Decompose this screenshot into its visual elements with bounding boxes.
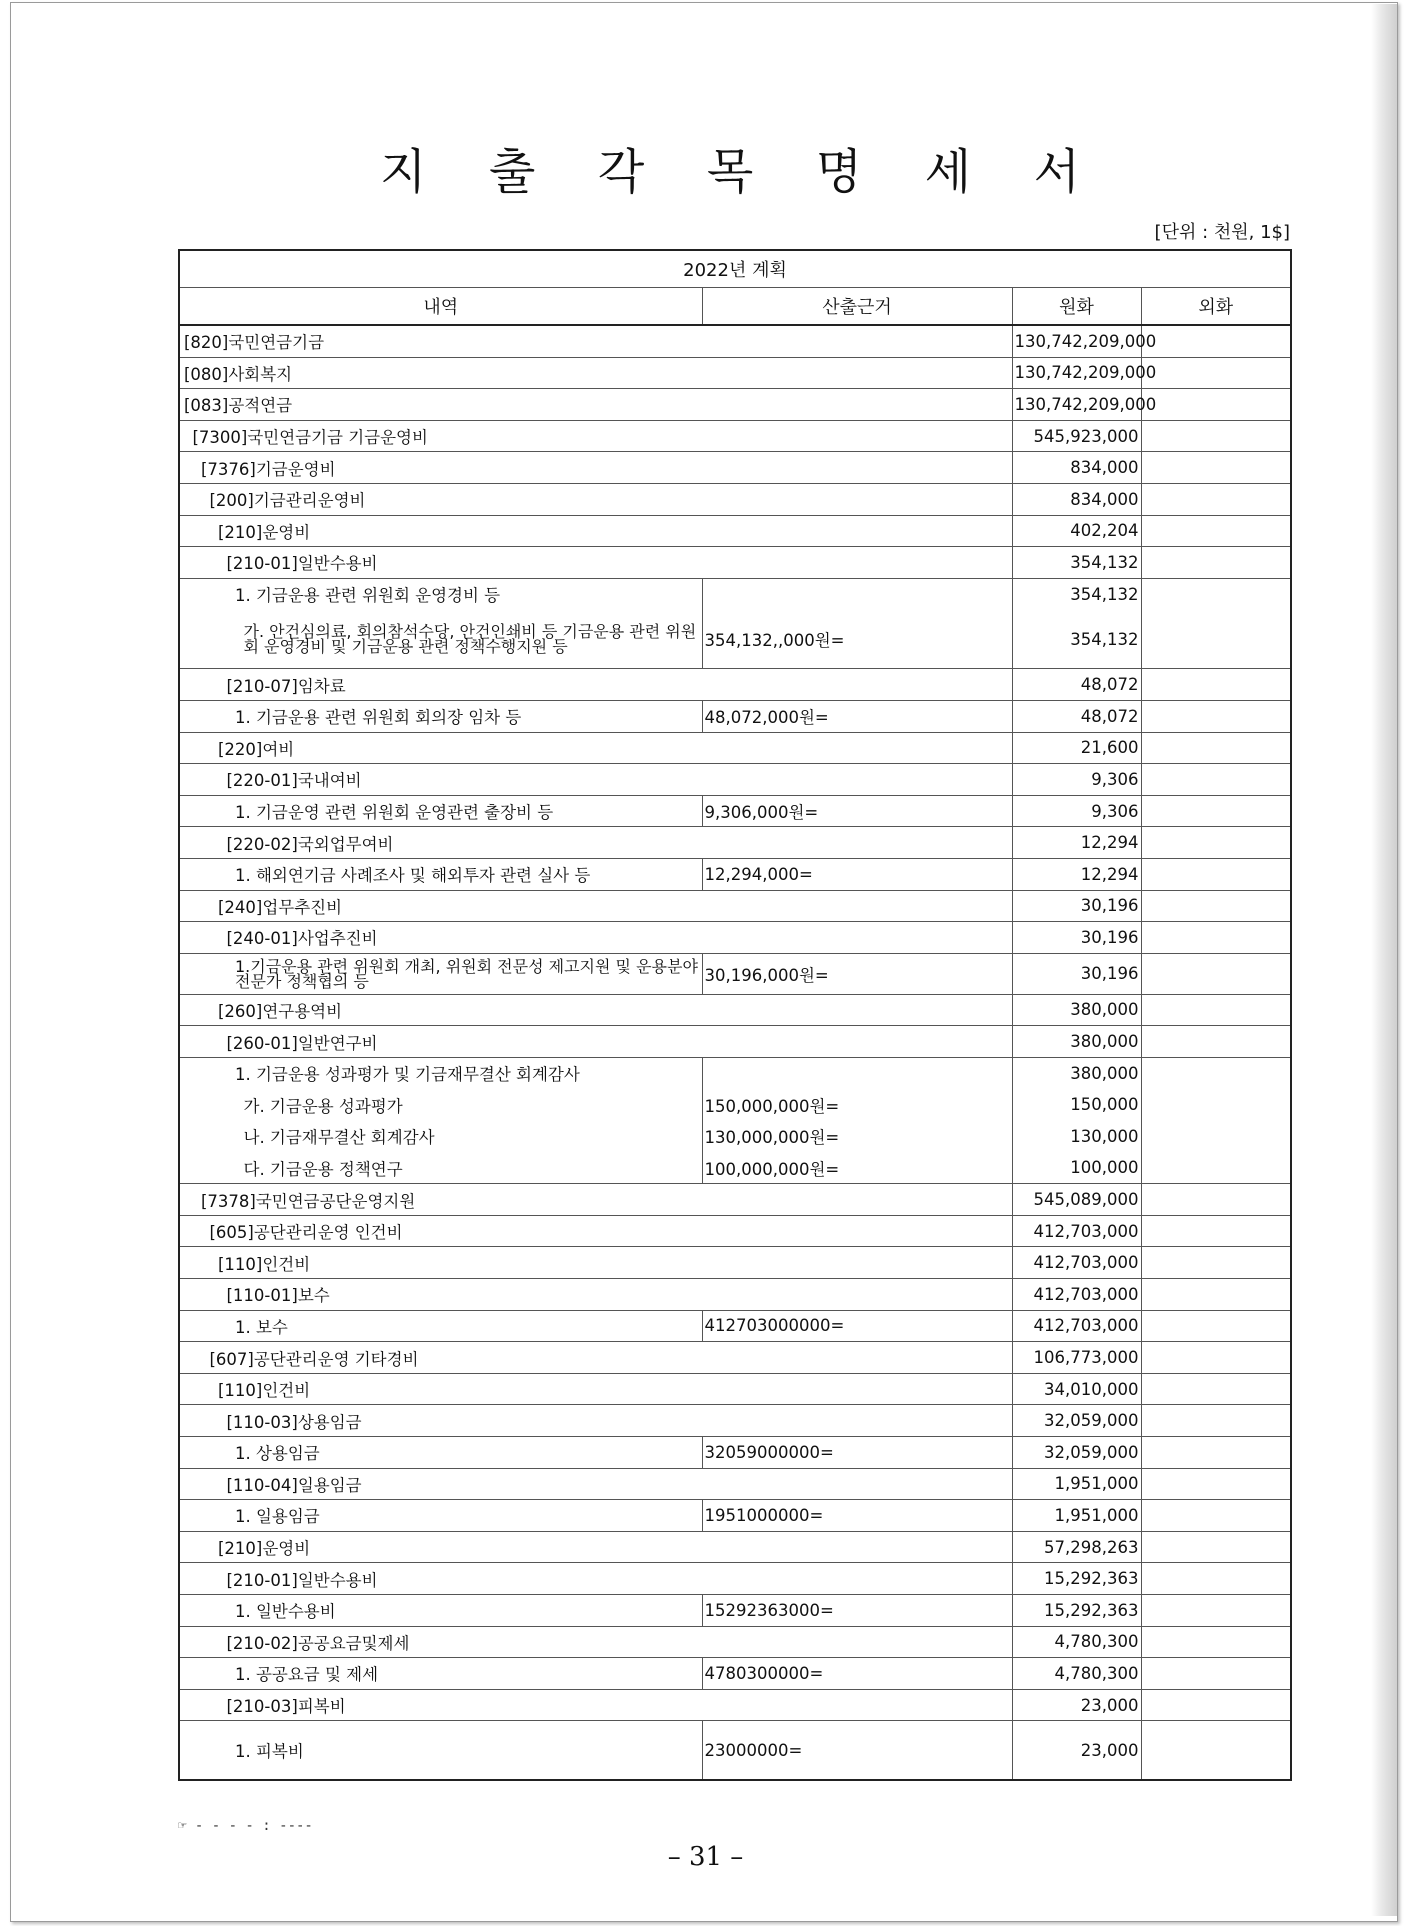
- row-description: [820]국민연금기금: [179, 325, 1012, 357]
- row-foreign-amount: [1141, 1152, 1291, 1184]
- row-krw-amount: 21,600: [1012, 732, 1141, 764]
- table-row: [179, 547, 1291, 579]
- row-description: [110-01]보수: [179, 1279, 1012, 1311]
- row-description: [240]업무추진비: [179, 890, 1012, 922]
- row-description: 1. 일용임금: [179, 1500, 702, 1532]
- row-krw-amount: 412,703,000: [1012, 1310, 1141, 1342]
- table-row: [179, 890, 1291, 922]
- row-description: 1. 보수: [179, 1310, 702, 1342]
- row-basis: 130,000,000원=: [702, 1121, 1012, 1153]
- row-foreign-amount: [1141, 858, 1291, 890]
- table-row: [179, 1310, 1291, 1342]
- table-row: [179, 795, 1291, 827]
- row-foreign-amount: [1141, 420, 1291, 452]
- table-row: [179, 1594, 1291, 1626]
- row-description: [210-01]일반수용비: [179, 547, 1012, 579]
- col-header-basis: 산출근거: [702, 288, 1012, 326]
- row-description: 1. 해외연기금 사례조사 및 해외투자 관련 실사 등: [179, 858, 702, 890]
- row-foreign-amount: [1141, 890, 1291, 922]
- row-basis: 412703000000=: [702, 1310, 1012, 1342]
- table-row: [179, 1057, 1291, 1089]
- row-foreign-amount: [1141, 953, 1291, 994]
- row-basis: 100,000,000원=: [702, 1152, 1012, 1184]
- row-krw-amount: 402,204: [1012, 515, 1141, 547]
- row-krw-amount: 380,000: [1012, 1057, 1141, 1089]
- row-krw-amount: 130,742,209,000: [1012, 389, 1141, 421]
- row-description: 1. 일반수용비: [179, 1594, 702, 1626]
- row-basis: 23000000=: [702, 1721, 1012, 1781]
- row-description: 가. 안건심의료, 회의참석수당, 안건인쇄비 등 기금운용 관련 위원회 운영경비 및 기금운용 관련 정책수행지원 등: [179, 610, 702, 669]
- footnote: ☞ - - - - : ----: [178, 1818, 313, 1834]
- row-krw-amount: 412,703,000: [1012, 1247, 1141, 1279]
- page-edge-shadow: [1371, 4, 1397, 1916]
- document-title: [380, 132, 1080, 202]
- row-krw-amount: 150,000: [1012, 1089, 1141, 1121]
- row-description: [200]기금관리운영비: [179, 483, 1012, 515]
- row-description: [7378]국민연금공단운영지원: [179, 1184, 1012, 1216]
- row-foreign-amount: [1141, 1594, 1291, 1626]
- row-basis: 9,306,000원=: [702, 795, 1012, 827]
- row-description: [110]인건비: [179, 1247, 1012, 1279]
- row-foreign-amount: [1141, 610, 1291, 669]
- row-foreign-amount: [1141, 732, 1291, 764]
- row-krw-amount: 545,089,000: [1012, 1184, 1141, 1216]
- table-row: [179, 483, 1291, 515]
- row-krw-amount: 15,292,363: [1012, 1594, 1141, 1626]
- table-row: [179, 515, 1291, 547]
- row-krw-amount: 130,742,209,000: [1012, 325, 1141, 357]
- row-foreign-amount: [1141, 515, 1291, 547]
- table-row: [179, 1089, 1291, 1121]
- row-krw-amount: 32,059,000: [1012, 1405, 1141, 1437]
- row-foreign-amount: [1141, 1026, 1291, 1058]
- table-row: [179, 732, 1291, 764]
- row-krw-amount: 412,703,000: [1012, 1215, 1141, 1247]
- row-description: 1. 기금운용 성과평가 및 기금재무결산 회계감사: [179, 1057, 702, 1089]
- row-foreign-amount: [1141, 1184, 1291, 1216]
- table-row: [179, 420, 1291, 452]
- table-row: [179, 1373, 1291, 1405]
- row-basis: 48,072,000원=: [702, 700, 1012, 732]
- row-krw-amount: 354,132: [1012, 610, 1141, 669]
- row-krw-amount: 48,072: [1012, 700, 1141, 732]
- row-foreign-amount: [1141, 1057, 1291, 1089]
- expenditure-table: [178, 249, 1292, 1781]
- row-krw-amount: 15,292,363: [1012, 1563, 1141, 1595]
- row-foreign-amount: [1141, 1089, 1291, 1121]
- table-row: [179, 1279, 1291, 1311]
- title-char: 목: [706, 143, 754, 200]
- row-krw-amount: 34,010,000: [1012, 1373, 1141, 1405]
- table-row: [179, 858, 1291, 890]
- row-description: [110-04]일용임금: [179, 1468, 1012, 1500]
- title-char: 명: [815, 143, 863, 200]
- row-basis: 12,294,000=: [702, 858, 1012, 890]
- row-foreign-amount: [1141, 700, 1291, 732]
- row-description: [110-03]상용임금: [179, 1405, 1012, 1437]
- row-foreign-amount: [1141, 1626, 1291, 1658]
- plan-header-row: [179, 250, 1291, 288]
- row-description: 1. 기금운용 관련 위원회 회의장 임차 등: [179, 700, 702, 732]
- row-foreign-amount: [1141, 452, 1291, 484]
- table-row: [179, 1121, 1291, 1153]
- row-krw-amount: 1,951,000: [1012, 1500, 1141, 1532]
- table-row: [179, 922, 1291, 954]
- table-row: [179, 1437, 1291, 1469]
- row-description: 1. 기금운영 관련 위원회 운영관련 출장비 등: [179, 795, 702, 827]
- table-row: [179, 1468, 1291, 1500]
- table-row: [179, 1531, 1291, 1563]
- row-description: [080]사회복지: [179, 357, 1012, 389]
- table-row: [179, 1563, 1291, 1595]
- row-description: [210]운영비: [179, 515, 1012, 547]
- row-description: [7376]기금운영비: [179, 452, 1012, 484]
- col-header-foreign: 외화: [1141, 288, 1291, 326]
- row-description: 1. 기금운용 관련 위원회 운영경비 등: [179, 578, 702, 610]
- row-foreign-amount: [1141, 795, 1291, 827]
- title-char: 출: [488, 143, 536, 200]
- title-char: 세: [924, 143, 972, 200]
- row-foreign-amount: [1141, 1563, 1291, 1595]
- row-krw-amount: 100,000: [1012, 1152, 1141, 1184]
- row-krw-amount: 4,780,300: [1012, 1658, 1141, 1690]
- row-foreign-amount: [1141, 1215, 1291, 1247]
- row-description: [220-02]국외업무여비: [179, 827, 1012, 859]
- row-basis: 15292363000=: [702, 1594, 1012, 1626]
- row-basis: 4780300000=: [702, 1658, 1012, 1690]
- row-foreign-amount: [1141, 669, 1291, 701]
- row-krw-amount: 354,132: [1012, 578, 1141, 610]
- page-number: – 31 –: [667, 1842, 744, 1872]
- row-foreign-amount: [1141, 483, 1291, 515]
- row-krw-amount: 9,306: [1012, 795, 1141, 827]
- row-foreign-amount: [1141, 1721, 1291, 1781]
- row-description: 나. 기금재무결산 회계감사: [179, 1121, 702, 1153]
- row-foreign-amount: [1141, 1500, 1291, 1532]
- table-row: [179, 1215, 1291, 1247]
- row-foreign-amount: [1141, 389, 1291, 421]
- title-char: 각: [597, 143, 645, 200]
- row-foreign-amount: [1141, 1531, 1291, 1563]
- row-description: 1. 상용임금: [179, 1437, 702, 1469]
- row-krw-amount: 834,000: [1012, 452, 1141, 484]
- row-description: [210]운영비: [179, 1531, 1012, 1563]
- row-foreign-amount: [1141, 357, 1291, 389]
- row-krw-amount: 32,059,000: [1012, 1437, 1141, 1469]
- row-krw-amount: 380,000: [1012, 1026, 1141, 1058]
- table-row: [179, 1658, 1291, 1690]
- title-char: 서: [1033, 143, 1080, 200]
- row-basis: 1951000000=: [702, 1500, 1012, 1532]
- row-foreign-amount: [1141, 1689, 1291, 1721]
- col-header-description: 내역: [179, 288, 702, 326]
- row-description: 1.기금운용 관련 위원회 개최, 위원회 전문성 제고지원 및 운용분야 전문가 정책협의 등: [179, 953, 702, 994]
- row-foreign-amount: [1141, 1437, 1291, 1469]
- col-header-krw: 원화: [1012, 288, 1141, 326]
- row-foreign-amount: [1141, 994, 1291, 1026]
- row-description: 1. 공공요금 및 제세: [179, 1658, 702, 1690]
- row-foreign-amount: [1141, 1468, 1291, 1500]
- row-foreign-amount: [1141, 922, 1291, 954]
- row-description: [110]인건비: [179, 1373, 1012, 1405]
- table-row: [179, 1247, 1291, 1279]
- row-krw-amount: 30,196: [1012, 953, 1141, 994]
- row-krw-amount: 23,000: [1012, 1689, 1141, 1721]
- row-krw-amount: 12,294: [1012, 858, 1141, 890]
- row-krw-amount: 130,000: [1012, 1121, 1141, 1153]
- table-row: [179, 1721, 1291, 1781]
- row-basis: [702, 578, 1012, 610]
- unit-label: [단위 : 천원, 1$]: [1154, 222, 1290, 243]
- table-row: [179, 1342, 1291, 1374]
- row-krw-amount: 30,196: [1012, 922, 1141, 954]
- row-description: [220-01]국내여비: [179, 764, 1012, 796]
- row-basis: 30,196,000원=: [702, 953, 1012, 994]
- row-description: 가. 기금운용 성과평가: [179, 1089, 702, 1121]
- row-description: [7300]국민연금기금 기금운영비: [179, 420, 1012, 452]
- row-description: [260-01]일반연구비: [179, 1026, 1012, 1058]
- row-foreign-amount: [1141, 1121, 1291, 1153]
- table-row: [179, 953, 1291, 994]
- table-row: [179, 669, 1291, 701]
- row-description: [220]여비: [179, 732, 1012, 764]
- row-krw-amount: 130,742,209,000: [1012, 357, 1141, 389]
- table-row: [179, 578, 1291, 610]
- row-krw-amount: 1,951,000: [1012, 1468, 1141, 1500]
- row-krw-amount: 9,306: [1012, 764, 1141, 796]
- row-krw-amount: 412,703,000: [1012, 1279, 1141, 1311]
- table-row: [179, 1500, 1291, 1532]
- row-krw-amount: 106,773,000: [1012, 1342, 1141, 1374]
- table-row: [179, 1152, 1291, 1184]
- row-krw-amount: 57,298,263: [1012, 1531, 1141, 1563]
- table-row: [179, 357, 1291, 389]
- row-krw-amount: 48,072: [1012, 669, 1141, 701]
- table-row: [179, 452, 1291, 484]
- table-row: [179, 1405, 1291, 1437]
- row-description: [260]연구용역비: [179, 994, 1012, 1026]
- column-header-row: [179, 288, 1291, 326]
- row-basis: [702, 1057, 1012, 1089]
- title-char: 지: [380, 143, 427, 200]
- row-krw-amount: 354,132: [1012, 547, 1141, 579]
- row-foreign-amount: [1141, 827, 1291, 859]
- row-krw-amount: 12,294: [1012, 827, 1141, 859]
- row-description: [605]공단관리운영 인건비: [179, 1215, 1012, 1247]
- row-description: [210-03]피복비: [179, 1689, 1012, 1721]
- row-description: 다. 기금운용 정책연구: [179, 1152, 702, 1184]
- row-description: [210-01]일반수용비: [179, 1563, 1012, 1595]
- row-krw-amount: 23,000: [1012, 1721, 1141, 1781]
- row-description: [240-01]사업추진비: [179, 922, 1012, 954]
- row-krw-amount: 380,000: [1012, 994, 1141, 1026]
- table-row: [179, 764, 1291, 796]
- row-description: [210-02]공공요금및제세: [179, 1626, 1012, 1658]
- table-row: [179, 827, 1291, 859]
- row-krw-amount: 30,196: [1012, 890, 1141, 922]
- row-description: 1. 피복비: [179, 1721, 702, 1781]
- row-basis: 354,132,,000원=: [702, 610, 1012, 669]
- row-foreign-amount: [1141, 1310, 1291, 1342]
- row-foreign-amount: [1141, 1373, 1291, 1405]
- row-description: [607]공단관리운영 기타경비: [179, 1342, 1012, 1374]
- row-foreign-amount: [1141, 547, 1291, 579]
- table-row: [179, 700, 1291, 732]
- table-row: [179, 610, 1291, 669]
- table-row: [179, 994, 1291, 1026]
- row-foreign-amount: [1141, 1405, 1291, 1437]
- table-row: [179, 1689, 1291, 1721]
- table-body: [179, 325, 1291, 1780]
- table-row: [179, 1626, 1291, 1658]
- table-row: [179, 1184, 1291, 1216]
- table-row: [179, 389, 1291, 421]
- row-krw-amount: 4,780,300: [1012, 1626, 1141, 1658]
- row-foreign-amount: [1141, 578, 1291, 610]
- row-foreign-amount: [1141, 325, 1291, 357]
- row-foreign-amount: [1141, 1247, 1291, 1279]
- row-basis: 150,000,000원=: [702, 1089, 1012, 1121]
- row-basis: 32059000000=: [702, 1437, 1012, 1469]
- row-foreign-amount: [1141, 1342, 1291, 1374]
- row-krw-amount: 834,000: [1012, 483, 1141, 515]
- table-row: [179, 325, 1291, 357]
- row-foreign-amount: [1141, 764, 1291, 796]
- row-foreign-amount: [1141, 1658, 1291, 1690]
- row-description: [083]공적연금: [179, 389, 1012, 421]
- plan-year-header: 2022년 계획: [179, 250, 1291, 288]
- table-row: [179, 1026, 1291, 1058]
- row-krw-amount: 545,923,000: [1012, 420, 1141, 452]
- row-description: [210-07]임차료: [179, 669, 1012, 701]
- row-foreign-amount: [1141, 1279, 1291, 1311]
